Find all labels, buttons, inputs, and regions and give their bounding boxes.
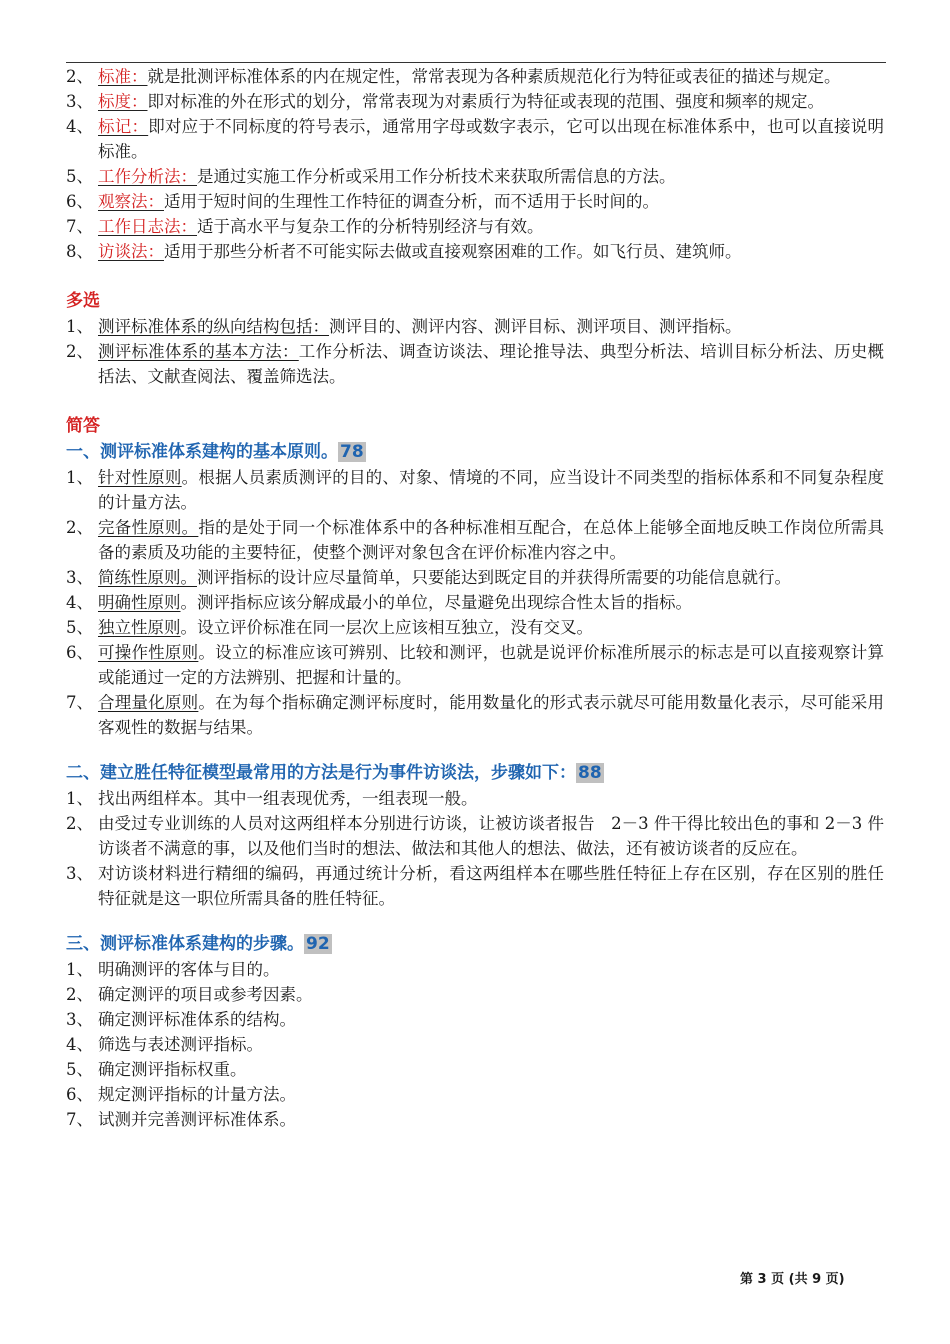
- term-label: 测评标准体系的基本方法：: [98, 342, 299, 361]
- list-item: [66, 1082, 884, 1107]
- item-text: 明确测评的客体与目的。: [98, 960, 280, 979]
- definition-item: [66, 189, 884, 214]
- definition-text: 适用于短时间的生理性工作特征的调查分析，而不适用于长时间的。: [164, 192, 659, 211]
- definition-text: 即对应于不同标度的符号表示，通常用字母或数字表示，它可以出现在标准体系中，也可以直接说明标准。: [98, 117, 885, 161]
- item-text: 。设立评价标准在同一层次上应该相互独立，没有交叉。: [180, 618, 593, 637]
- item-text: 测评目的、测评内容、测评目标、测评项目、测评指标。: [329, 317, 742, 336]
- multi-choice-item: [66, 339, 884, 389]
- definition-text: 是通过实施工作分析或采用工作分析技术来获取所需信息的方法。: [197, 167, 676, 186]
- item-number: 2、: [66, 518, 93, 537]
- item-text: 对访谈材料进行精细的编码，再通过统计分析，看这两组样本在哪些胜任特征上存在区别，存在区别的胜任特征就是这一职位所需具备的胜任特征。: [98, 864, 884, 908]
- list-item: [66, 786, 884, 811]
- list-item: [66, 515, 884, 565]
- item-text: 由受过专业训练的人员对这两组样本分别进行访谈，让被访谈者报告 2－3 件干得比较出色的事和 2－3 件访谈者不满意的事，以及他们当时的想法、做法和其他人的想法、做法，还有被访谈者的反应在。: [98, 814, 884, 858]
- list-item: [66, 982, 884, 1007]
- item-number: 7、: [66, 1110, 93, 1129]
- term-label: 完备性原则。: [98, 518, 199, 537]
- item-text: 。测评指标应该分解成最小的单位，尽量避免出现综合性太旨的指标。: [180, 593, 692, 612]
- item-number: 2、: [66, 985, 93, 1004]
- term-label: 工作分析法：: [98, 167, 197, 186]
- page-content: [66, 64, 884, 1132]
- definition-text: 适用于那些分析者不可能实际去做或直接观察困难的工作。如飞行员、建筑师。: [164, 242, 742, 261]
- definition-item: [66, 89, 884, 114]
- item-text: 指的是处于同一个标准体系中的各种标准相互配合，在总体上能够全面地反映工作岗位所需具备的素质及功能的主要特征，使整个测评对象包含在评价标准内容之中。: [98, 518, 885, 562]
- list-item: [66, 565, 884, 590]
- term-label: 标度：: [98, 92, 148, 111]
- definition-text: 适于高水平与复杂工作的分析特别经济与有效。: [197, 217, 544, 236]
- list-item: [66, 811, 884, 861]
- section-title: 一、测评标准体系建构的基本原则。 78: [66, 442, 364, 462]
- term-label: 访谈法：: [98, 242, 164, 261]
- list-item: [66, 1107, 884, 1132]
- term-label: 观察法：: [98, 192, 164, 211]
- item-number: 7、: [66, 693, 93, 712]
- term-label: 标记：: [98, 117, 149, 136]
- list-item: [66, 640, 884, 690]
- section-title: 二、建立胜任特征模型最常用的方法是行为事件访谈法，步骤如下： 88: [66, 763, 602, 783]
- item-number: 2、: [66, 814, 93, 833]
- definition-item: [66, 64, 884, 89]
- item-number: 2、: [66, 67, 93, 86]
- definition-item: [66, 164, 884, 189]
- term-label: 测评标准体系的纵向结构包括：: [98, 317, 329, 336]
- item-number: 1、: [66, 317, 93, 336]
- item-text: 测评指标的设计应尽量简单，只要能达到既定目的并获得所需要的功能信息就行。: [197, 568, 791, 587]
- item-text: 。根据人员素质测评的目的、对象、情境的不同，应当设计不同类型的指标体系和不同复杂程度的计量方法。: [98, 468, 885, 512]
- item-number: 1、: [66, 468, 93, 487]
- item-text: 找出两组样本。其中一组表现优秀，一组表现一般。: [98, 789, 478, 808]
- term-label: 简练性原则。: [98, 568, 197, 587]
- list-item: [66, 615, 884, 640]
- item-number: 5、: [66, 167, 93, 186]
- page-reference: 92: [306, 934, 330, 954]
- list-item: [66, 465, 884, 515]
- item-number: 4、: [66, 1035, 93, 1054]
- item-text: 确定测评的项目或参考因素。: [98, 985, 313, 1004]
- item-number: 5、: [66, 618, 93, 637]
- term-label: 工作日志法：: [98, 217, 197, 236]
- list-item: [66, 1057, 884, 1082]
- item-text: 。设立的标准应该可辨别、比较和测评，也就是说评价标准所展示的标志是可以直接观察计算或能通过一定的方法辨别、把握和计量的。: [98, 643, 885, 687]
- steps-list: [66, 957, 884, 1132]
- principles-list: [66, 465, 884, 740]
- item-number: 3、: [66, 1010, 93, 1029]
- item-number: 6、: [66, 643, 93, 662]
- item-number: 6、: [66, 1085, 93, 1104]
- item-number: 8、: [66, 242, 93, 261]
- term-label: 合理量化原则: [98, 693, 199, 712]
- item-text: 试测并完善测评标准体系。: [98, 1110, 296, 1129]
- item-number: 7、: [66, 217, 93, 236]
- list-item: [66, 1032, 884, 1057]
- list-item: [66, 1007, 884, 1032]
- item-number: 3、: [66, 92, 93, 111]
- page-reference: 88: [578, 763, 602, 783]
- item-number: 3、: [66, 864, 93, 883]
- definition-item: [66, 239, 884, 264]
- item-text: 确定测评指标权重。: [98, 1060, 247, 1079]
- list-item: [66, 861, 884, 911]
- item-number: 4、: [66, 593, 93, 612]
- item-text: 确定测评标准体系的结构。: [98, 1010, 296, 1029]
- top-rule: [66, 62, 886, 63]
- item-number: 5、: [66, 1060, 93, 1079]
- multi-choice-list: [66, 314, 884, 389]
- item-text: 工作分析法、调查访谈法、理论推导法、典型分析法、培训目标分析法、历史概括法、文献查阅法、覆盖筛选法。: [98, 342, 885, 386]
- page-reference: 78: [340, 442, 364, 462]
- definitions-list: [66, 64, 884, 264]
- item-text: 筛选与表述测评指标。: [98, 1035, 263, 1054]
- item-number: 6、: [66, 192, 93, 211]
- item-text: 。在为每个指标确定测评标度时，能用数量化的形式表示就尽可能用数量化表示，尽可能采用客观性的数据与结果。: [98, 693, 885, 737]
- list-item: [66, 690, 884, 740]
- term-label: 明确性原则: [98, 593, 181, 612]
- section-title: 三、测评标准体系建构的步骤。 92: [66, 934, 330, 954]
- item-number: 3、: [66, 568, 93, 587]
- item-text: 规定测评指标的计量方法。: [98, 1085, 296, 1104]
- list-item: [66, 957, 884, 982]
- definition-item: [66, 214, 884, 239]
- list-item: [66, 590, 884, 615]
- item-number: 1、: [66, 960, 93, 979]
- multi-choice-item: [66, 314, 884, 339]
- term-label: 针对性原则: [98, 468, 182, 487]
- term-label: 标准：: [98, 67, 148, 86]
- term-label: 可操作性原则: [98, 643, 199, 662]
- definition-text: 即对标准的外在形式的划分，常常表现为对素质行为特征或表现的范围、强度和频率的规定。: [147, 92, 824, 111]
- page-footer: 第 3 页 (共 9 页): [740, 1272, 845, 1287]
- short-answer-heading: 简答: [66, 416, 100, 436]
- item-number: 1、: [66, 789, 93, 808]
- steps-list: [66, 786, 884, 911]
- multi-choice-heading: 多选: [66, 291, 100, 311]
- item-number: 2、: [66, 342, 93, 361]
- term-label: 独立性原则: [98, 618, 181, 637]
- item-number: 4、: [66, 117, 93, 136]
- definition-text: 就是批测评标准体系的内在规定性，常常表现为各种素质规范化行为特征或表征的描述与规定。: [147, 67, 841, 86]
- definition-item: [66, 114, 884, 164]
